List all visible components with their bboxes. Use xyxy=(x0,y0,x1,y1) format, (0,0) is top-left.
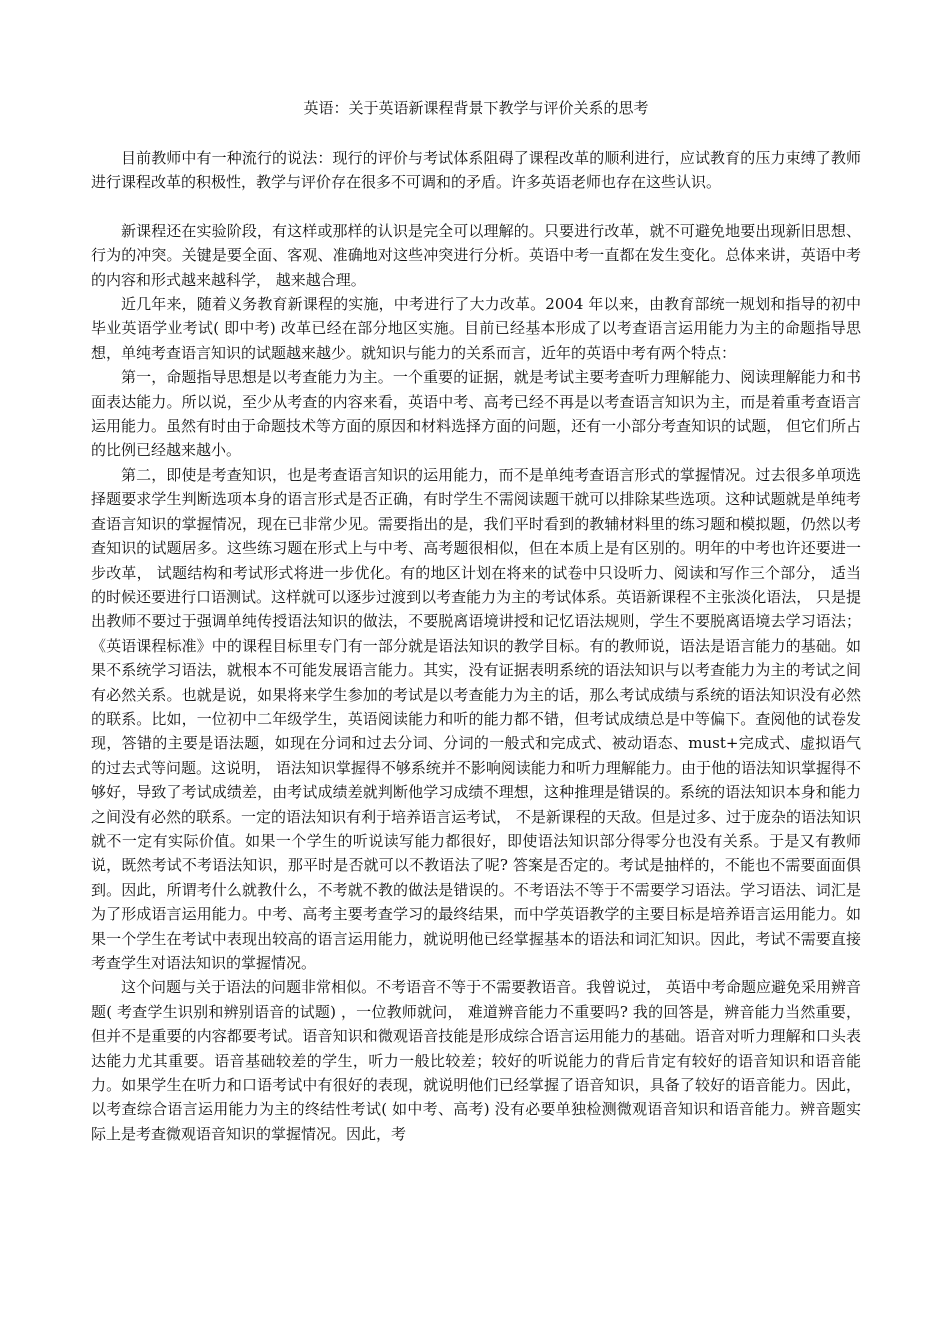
paragraph-5: 第二，即使是考查知识，也是考查语言知识的运用能力，而不是单纯考查语言形式的掌握情况。过去很多单项选择题要求学生判断选项本身的语言形式是否正确，有时学生不需阅读题干就可以排除某些选项。这种试题就是单纯考查语言知识的掌握情况，现在已非常少见。需要指出的是，我们平时看到的教辅材料里的练习题和模拟题，仍然以考查知识的试题居多。这些练习题在形式上与中考、高考题很相似，但在本质上是有区别的。明年的中考也许还要进一步改革， 试题结构和考试形式将进一步优化。有的地区计划在将来的试卷中只设听力、阅读和写作三个部分， 适当的时候还要进行口语测试。这样就可以逐步过渡到以考查能力为主的考试体系。英语新课程不主张淡化语法， 只是提出教师不要过于强调单纯传授语法知识的做法，不要脱离语境讲授和记忆语法规则，学生不要脱离语境去学习语法；《英语课程标准》中的课程目标里专门有一部分就是语法知识的教学目标。有的教师说，语法是语言能力的基础。如果不系统学习语法，就根本不可能发展语言能力。其实，没有证据表明系统的语法知识与以考查能力为主的考试之间有必然关系。也就是说，如果将来学生参加的考试是以考查能力为主的话，那么考试成绩与系统的语法知识没有必然的联系。比如，一位初中二年级学生，英语阅读能力和听的能力都不错，但考试成绩总是中等偏下。查阅他的试卷发现，答错的主要是语法题，如现在分词和过去分词、分词的一般式和完成式、被动语态、must+完成式、虚拟语气的过去式等问题。这说明， 语法知识掌握得不够系统并不影响阅读能力和听力理解能力。由于他的语法知识掌握得不够好，导致了考试成绩差，由考试成绩差就判断他学习成绩不理想，这种推理是错误的。系统的语法知识本身和能力之间没有必然的联系。一定的语法知识有利于培养语言运考试， 不是新课程的天敌。但是过多、过于庞杂的语法知识就不一定有实际价值。如果一个学生的听说读写能力都很好，即使语法知识部分得零分也没有关系。于是又有教师说，既然考试不考语法知识，那平时是否就可以不教语法了呢? 答案是否定的。考试是抽样的，不能也不需要面面俱到。因此，所谓考什么就教什么，不考就不教的做法是错误的。不考语法不等于不需要学习语法。学习语法、词汇是为了形成语言运用能力。中考、高考主要考查学习的最终结果，而中学英语教学的主要目标是培养语言运用能力。如果一个学生在考试中表现出较高的语言运用能力，就说明他已经掌握基本的语法和词汇知识。因此，考试不需要直接考查学生对语法知识的掌握情况。 xyxy=(91,465,861,972)
paragraph-intro: 目前教师中有一种流行的说法：现行的评价与考试体系阻碍了课程改革的顺利进行，应试教育的压力束缚了教师进行课程改革的积极性，教学与评价存在很多不可调和的矛盾。许多英语老师也存在这些认识。 xyxy=(91,149,861,192)
document-title: 英语：关于英语新课程背景下教学与评价关系的思考 xyxy=(303,99,649,117)
paragraph-6: 这个问题与关于语法的问题非常相似。不考语音不等于不需要教语音。我曾说过， 英语中考命题应避免采用辨音题( 考查学生识别和辨别语音的试题) ，一位教师就问， 难道辨音能力不重要吗? 我的回答是，辨音能力当然重要，但并不是重要的内容都要考试。语音知识和微观语音技能是形成综合语言运用能力的基础。语音对听力理解和口头表达能力尤其重要。语音基础较差的学生，听力一般比较差；较好的听说能力的背后肯定有较好的语音知识和语音能力。如果学生在听力和口语考试中有很好的表现，就说明他们已经掌握了语音知识，具备了较好的语音能力。因此，以考查综合语言运用能力为主的终结性考试( 如中考、高考) 没有必要单独检测微观语音知识和语音能力。辨音题实际上是考查微观语音知识的掌握情况。因此，考 xyxy=(91,978,861,1143)
paragraph-2: 新课程还在实验阶段，有这样或那样的认识是完全可以理解的。只要进行改革，就不可避免地要出现新旧思想、行为的冲突。关键是要全面、客观、准确地对这些冲突进行分析。英语中考一直都在发生变化。总体来讲，英语中考的内容和形式越来越科学， 越来越合理。 xyxy=(91,221,861,289)
paragraph-4: 第一，命题指导思想是以考查能力为主。一个重要的证据，就是考试主要考查听力理解能力、阅读理解能力和书面表达能力。所以说，至少从考查的内容来看，英语中考、高考已经不再是以考查语言知识为主，而是着重考查语言运用能力。虽然有时由于命题技术等方面的原因和材料选择方面的问题，还有一小部分考查知识的试题， 但它们所占的比例已经越来越小。 xyxy=(91,368,861,460)
paragraph-3: 近几年来，随着义务教育新课程的实施，中考进行了大力改革。2004 年以来，由教育部统一规划和指导的初中毕业英语学业考试( 即中考) 改革已经在部分地区实施。目前已经基本形成了以考查语言运用能力为主的命题指导思想，单纯考查语言知识的试题越来越少。就知识与能力的关系而言，近年的英语中考有两个特点： xyxy=(91,295,861,362)
document-page xyxy=(91,96,861,1146)
